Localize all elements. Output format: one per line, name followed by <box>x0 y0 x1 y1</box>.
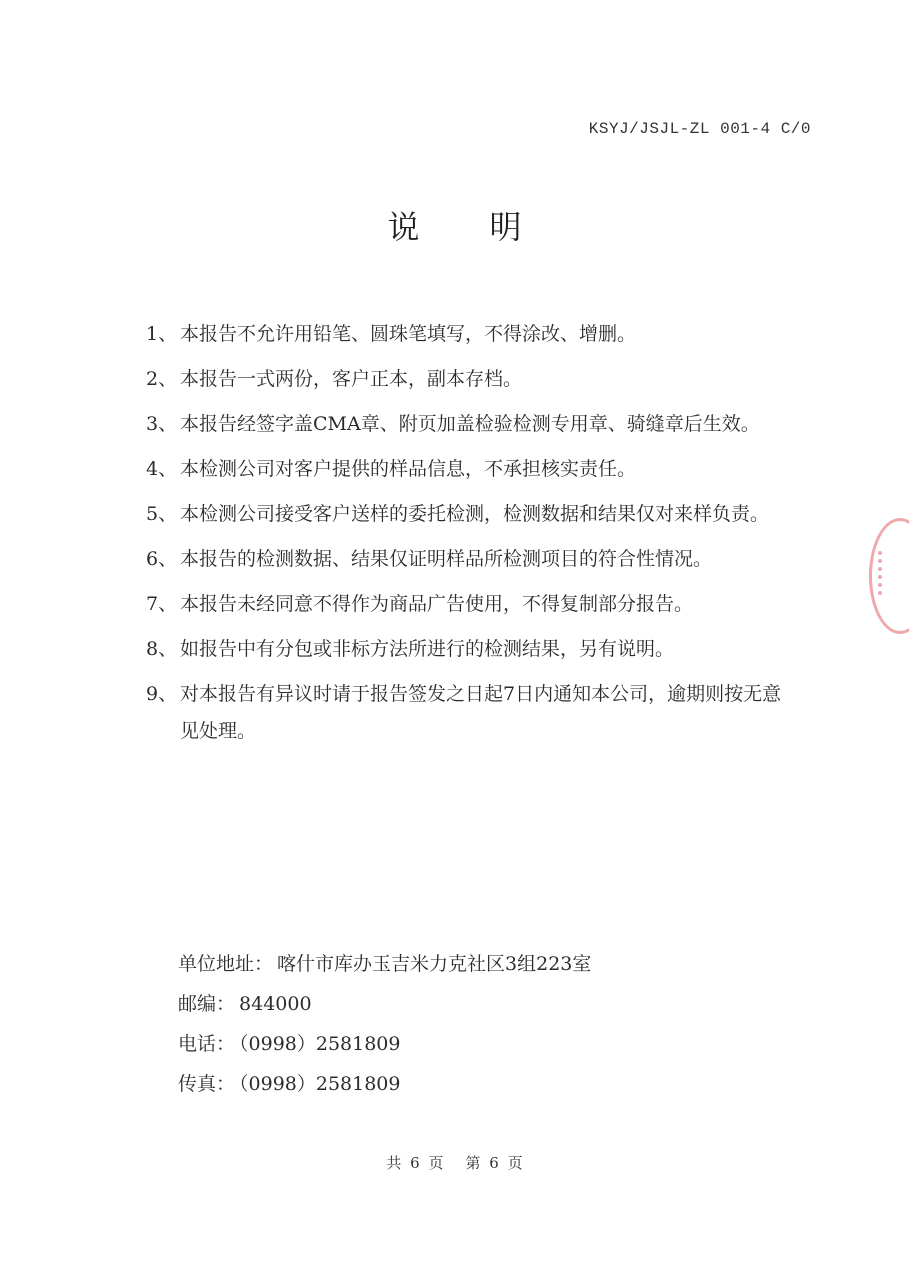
note-number: 3、 <box>146 413 178 435</box>
note-text: 本检测公司对客户提供的样品信息，不承担核实责任。 <box>180 458 637 480</box>
fax-row <box>178 1064 591 1104</box>
total-pages: 共 6 页 <box>386 1154 444 1172</box>
address-label: 单位地址： <box>178 953 274 975</box>
phone-value: （0998）2581809 <box>239 1033 401 1055</box>
note-text: 对本报告有异议时请于报告签发之日起7日内通知本公司，逾期则按无意见处理。 <box>180 683 782 742</box>
note-number: 4、 <box>146 458 178 480</box>
fax-value: （0998）2581809 <box>239 1073 401 1095</box>
list-item <box>146 361 826 398</box>
note-text: 本报告经签字盖CMA章、附页加盖检验检测专用章、骑缝章后生效。 <box>180 413 760 435</box>
postcode-row <box>178 984 591 1024</box>
list-item <box>146 631 826 668</box>
note-number: 8、 <box>146 638 178 660</box>
phone-label: 电话： <box>178 1033 236 1055</box>
note-number: 2、 <box>146 368 178 390</box>
current-page: 第 6 页 <box>465 1154 523 1172</box>
postcode-label: 邮编： <box>178 993 236 1015</box>
postcode-value: 844000 <box>239 993 312 1015</box>
page-title: 说明 <box>387 208 592 246</box>
note-number: 7、 <box>146 593 178 615</box>
address-value: 喀什市库办玉吉米力克社区3组223室 <box>277 953 592 975</box>
list-item <box>146 586 826 623</box>
list-item <box>146 676 826 750</box>
address-row <box>178 944 591 984</box>
note-text: 本检测公司接受客户送样的委托检测，检测数据和结果仅对来样负责。 <box>180 503 770 525</box>
note-text: 本报告未经同意不得作为商品广告使用，不得复制部分报告。 <box>180 593 694 615</box>
note-number: 1、 <box>146 323 178 345</box>
list-item <box>146 406 826 443</box>
list-item <box>146 316 826 353</box>
list-item <box>146 451 826 488</box>
list-item <box>146 496 826 533</box>
note-text: 如报告中有分包或非标方法所进行的检测结果，另有说明。 <box>180 638 675 660</box>
note-number: 5、 <box>146 503 178 525</box>
note-text: 本报告的检测数据、结果仅证明样品所检测项目的符合性情况。 <box>180 548 713 570</box>
note-text: 本报告不允许用铅笔、圆珠笔填写，不得涂改、增删。 <box>180 323 637 345</box>
note-number: 9、 <box>146 683 178 705</box>
contact-block <box>178 944 591 1104</box>
note-number: 6、 <box>146 548 178 570</box>
document-code: KSYJ/JSJL-ZL 001-4 C/0 <box>588 120 811 138</box>
fax-label: 传真： <box>178 1073 236 1095</box>
notes-list <box>146 316 826 758</box>
seal-stamp-icon <box>869 518 909 634</box>
list-item <box>146 541 826 578</box>
note-text: 本报告一式两份，客户正本，副本存档。 <box>180 368 523 390</box>
phone-row <box>178 1024 591 1064</box>
page-footer <box>0 1152 909 1173</box>
